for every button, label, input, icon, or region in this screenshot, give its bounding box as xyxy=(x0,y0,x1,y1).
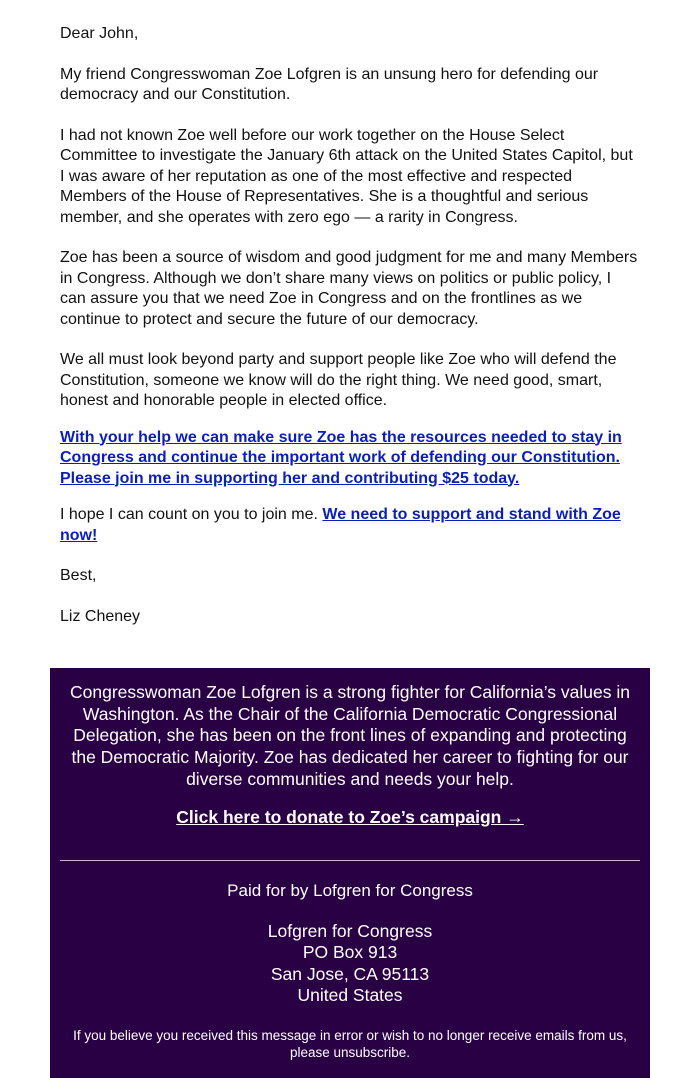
address-line: San Jose, CA 95113 xyxy=(270,963,430,984)
mailing-address xyxy=(50,921,650,1007)
donate-campaign-link[interactable]: Click here to donate to Zoe’s campaign → xyxy=(176,806,524,827)
paragraph-3: Zoe has been a source of wisdom and good judgment for me and many Members in Congress. Although we don’t share many views on politics or public policy, I can assure you that we need Zoe in Congress and on the frontlines as we continue to protect and secure the future of our democracy. xyxy=(60,249,638,328)
email-body xyxy=(50,0,650,647)
footer xyxy=(50,668,650,1078)
greeting: Dear John, xyxy=(60,25,139,42)
footer-divider xyxy=(60,860,640,861)
paragraph-6 xyxy=(60,505,640,546)
signature: Liz Cheney xyxy=(60,607,141,625)
cta-paragraph xyxy=(60,428,640,490)
paragraph-4: We all must look beyond party and support people like Zoe who will defend the Constitution, someone we know will do the right thing. We need good, smart, honest and honorable people in elected office. xyxy=(60,351,617,409)
address-line: United States xyxy=(297,985,403,1006)
letter xyxy=(50,0,650,627)
paragraph-1: My friend Congresswoman Zoe Lofgren is an unsung hero for defending our democracy and our Constitution. xyxy=(60,65,599,103)
footer-bio: Congresswoman Zoe Lofgren is a strong fighter for California’s values in Washington. As the Chair of the California Democratic Congressional Delegation, she has been on the front lines of expanding and protecting the Democratic Majority. Zoe has dedicated her career to fighting for our diverse communities and needs your help. xyxy=(70,682,630,789)
signoff: Best, xyxy=(60,567,97,584)
address-line: PO Box 913 xyxy=(302,942,398,963)
unsubscribe-notice[interactable]: If you believe you received this message in error or wish to no longer receive emails from us, please unsubscribe. xyxy=(73,1027,627,1061)
address-line: Lofgren for Congress xyxy=(267,920,433,941)
paragraph-6-text: I hope I can count on you to join me. xyxy=(60,506,323,523)
donate-cta-link[interactable]: With your help we can make sure Zoe has the resources needed to stay in Congress and continue the important work of defending our Constitution. Please join me in supporting her and contributing $25 today. xyxy=(60,428,622,487)
support-link[interactable]: We need to support and stand with Zoe now! xyxy=(60,506,621,544)
paragraph-2: I had not known Zoe well before our work together on the House Select Committee to investigate the January 6th attack on the United States Capitol, but I was aware of her reputation as one of the most effective and respected Members of the House of Representatives. She is a thoughtful and serious member, and she operates with zero ego — a rarity in Congress. xyxy=(60,126,633,226)
paid-for-disclaimer: Paid for by Lofgren for Congress xyxy=(227,880,473,900)
